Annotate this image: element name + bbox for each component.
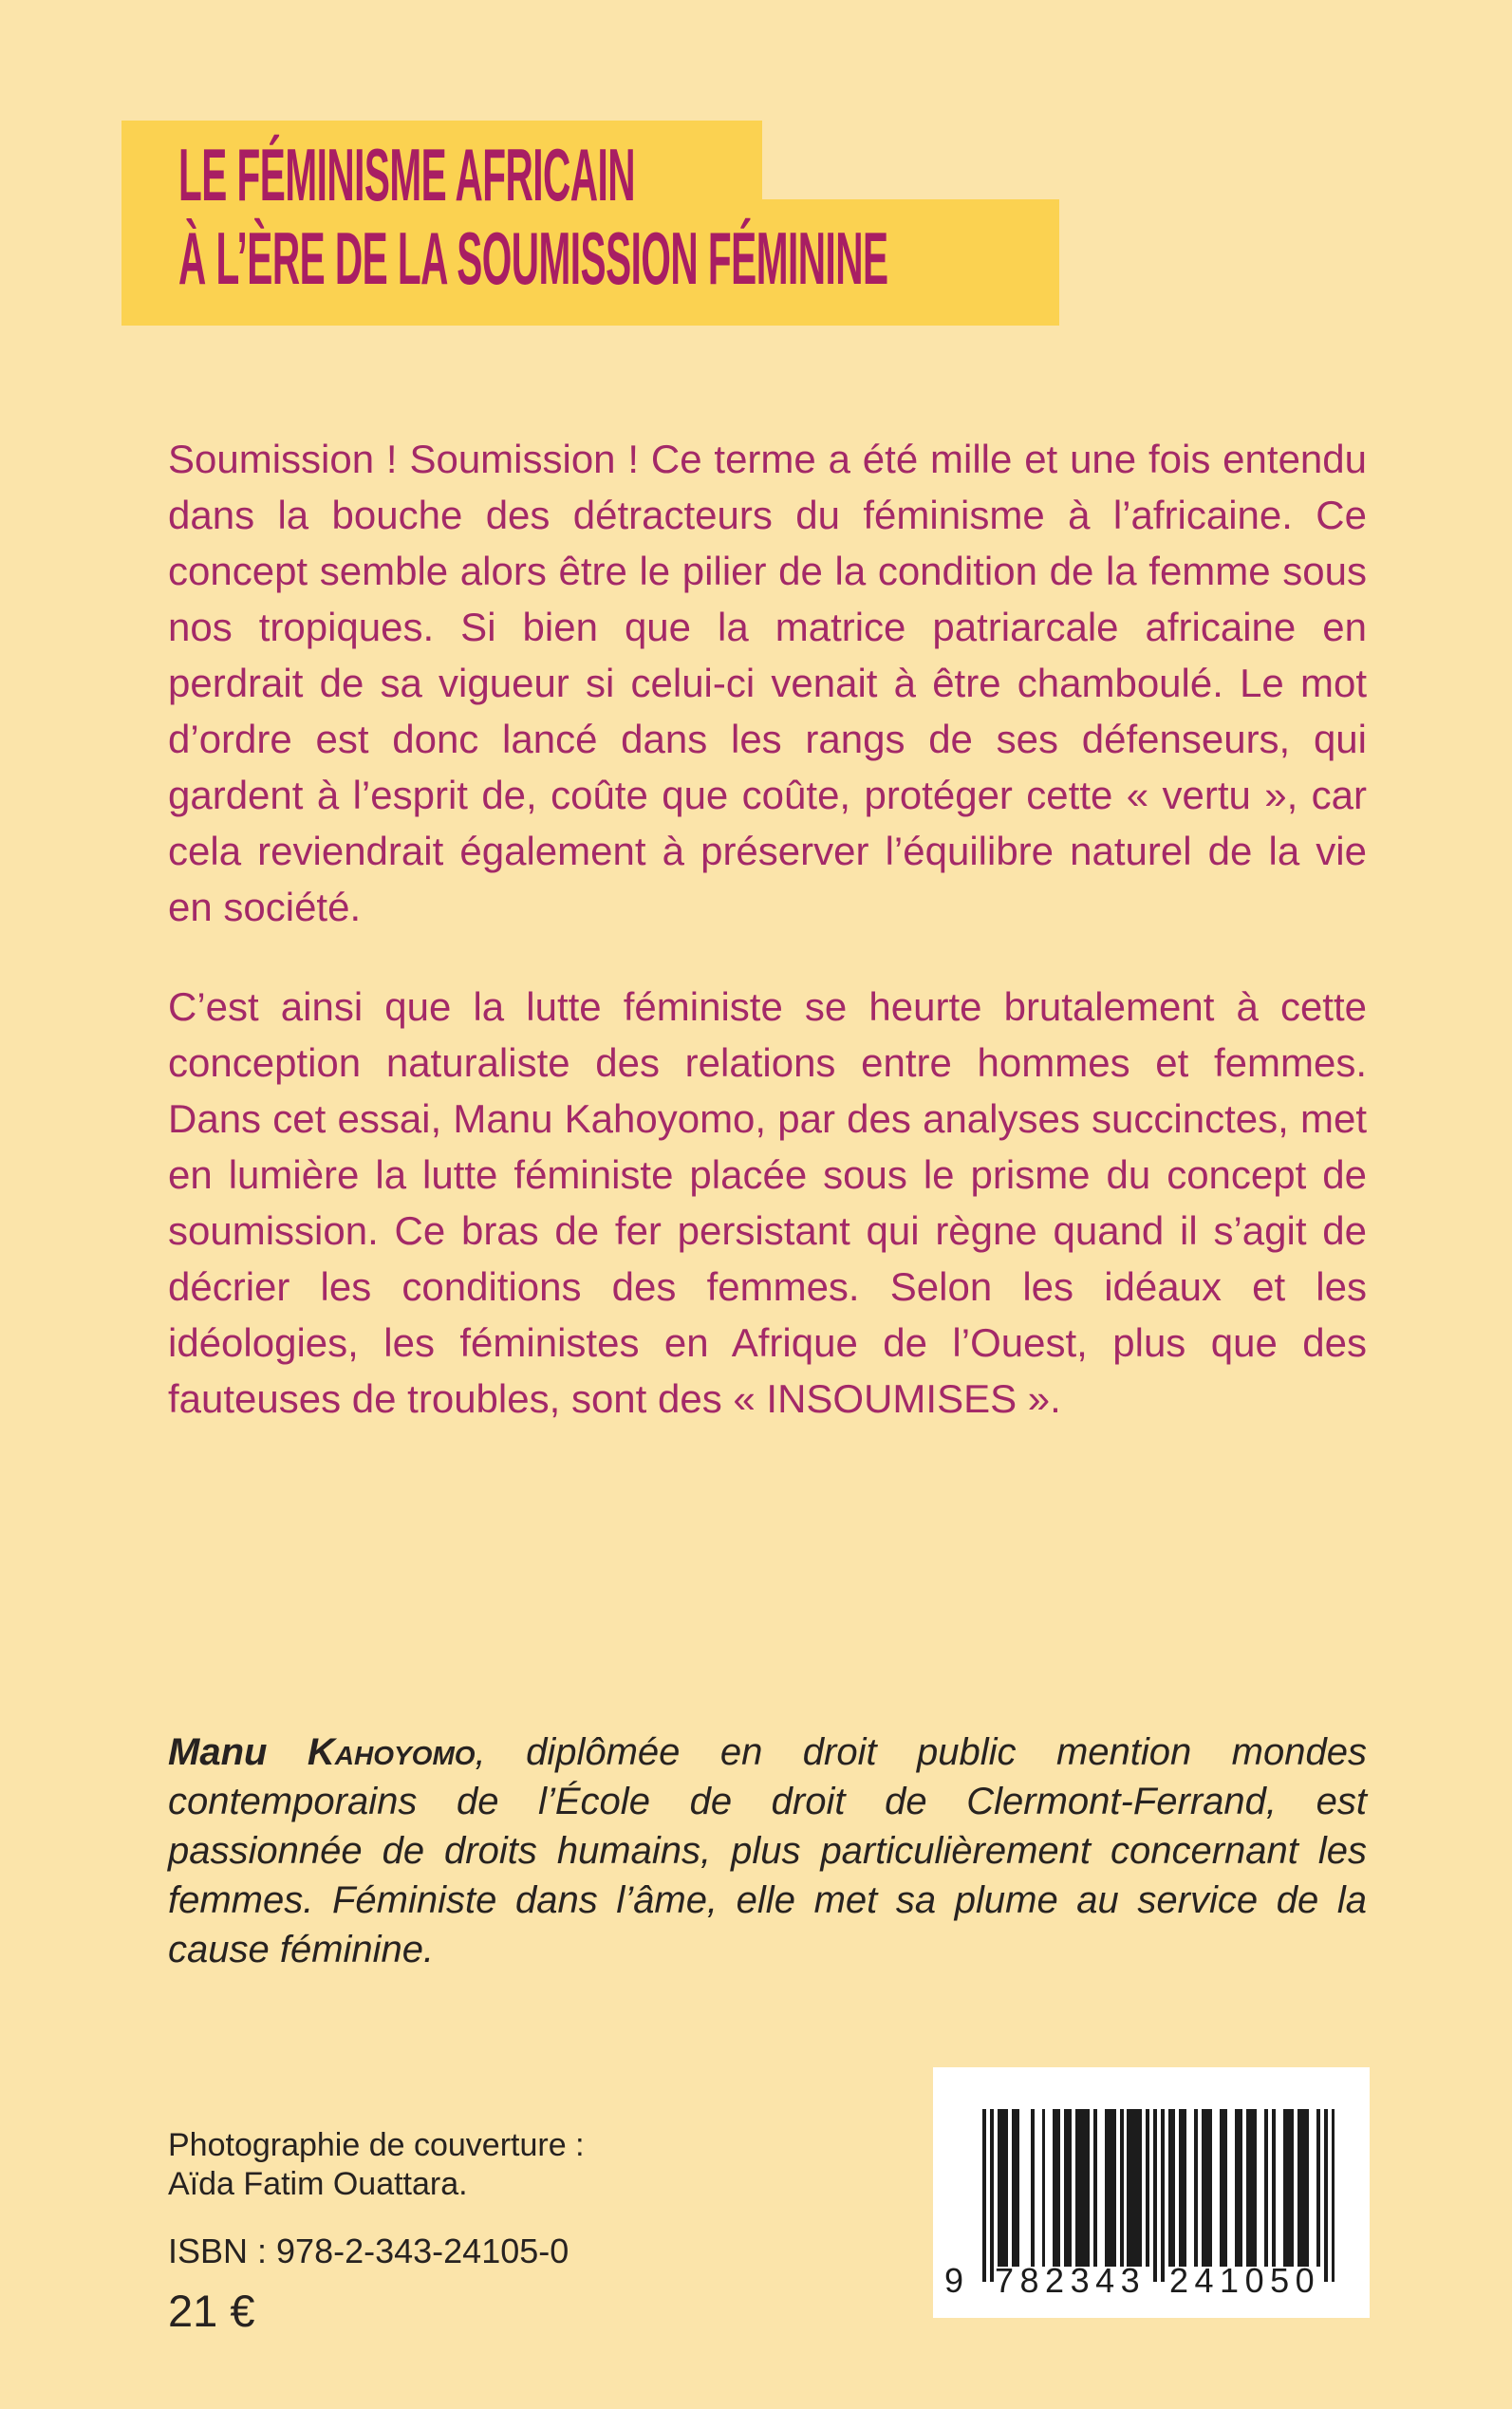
cover-credits <box>168 2126 585 2336</box>
author-bio <box>168 1727 1367 1974</box>
synopsis-paragraph-1: Soumission ! Soumission ! Ce terme a été mille et une fois entendu dans la bouche des détracteurs du féminisme à l’africaine. Ce concept semble alors être le pilier de la condition de la femme sous nos tropiques. Si bien que la matrice patriarcale africaine en perdrait de sa vigueur si celui-ci venait à être chamboulé. Le mot d’ordre est donc lancé dans les rangs de ses défenseurs, qui gardent à l’esprit de, coûte que coûte, protéger cette « vertu », car cela reviendrait également à préserver l’équilibre naturel de la vie en société. <box>168 437 1367 929</box>
synopsis-paragraph-2: C’est ainsi que la lutte féministe se heurte brutalement à cette conception naturaliste des relations entre hommes et femmes. Dans cet essai, Manu Kahoyomo, par des analyses succinctes, met en lumière la lutte féministe placée sous le prisme du concept de soumission. Ce bras de fer persistant qui règne quand il s’agit de décrier les conditions des femmes. Selon les idéaux et les idéologies, les féministes en Afrique de l’Ouest, plus que des fauteuses de troubles, sont des « INSOUMISES ». <box>168 984 1367 1421</box>
title-line-1: LE FÉMINISME AFRICAIN <box>178 133 636 216</box>
barcode-digit-system: 9 <box>944 2261 964 2300</box>
barcode-digits-left: 782343 <box>995 2261 1147 2300</box>
author-last-name: Kahoyomo <box>307 1731 476 1773</box>
barcode-digits-right: 241050 <box>1169 2261 1321 2300</box>
author-first-name: Manu <box>168 1731 268 1773</box>
photo-credit <box>168 2126 585 2204</box>
photo-credit-line2: Aïda Fatim Ouattara. <box>168 2166 468 2202</box>
isbn: ISBN : 978-2-343-24105-0 <box>168 2232 569 2270</box>
synopsis <box>168 431 1367 1427</box>
barcode-bars <box>982 2109 1335 2282</box>
barcode-digits <box>944 2261 1335 2302</box>
author-name <box>168 1731 476 1773</box>
price: 21 € <box>168 2286 255 2336</box>
barcode <box>933 2067 1370 2318</box>
author-bio-text: , diplômée en droit public mention mondes contemporains de l’École de droit de Clermont-Ferrand, est passionnée de droits humains, plus particulièrement concernant les femmes. Féministe dans l’âme, elle met sa plume au service de la cause féminine. <box>168 1731 1367 1970</box>
book-title <box>178 133 1512 300</box>
photo-credit-line1: Photographie de couverture : <box>168 2127 585 2163</box>
title-line-2: À L’ÈRE DE LA SOUMISSION FÉMININE <box>178 216 888 300</box>
